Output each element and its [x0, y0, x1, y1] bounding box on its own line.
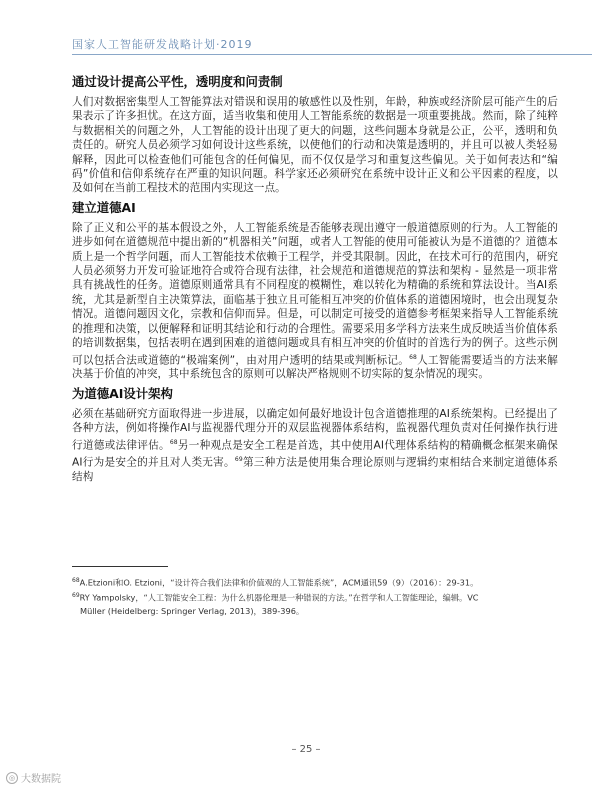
footnote-ref-69[interactable]: 69 — [234, 455, 243, 463]
footnote-69-text: RY Yampolsky，“人工智能安全工程：为什么机器伦理是一种错误的方法。”在哲学和人工智能理论，编辑。VC — [79, 592, 479, 603]
watermark-text: 大数据院 — [21, 774, 61, 785]
footnote-68-num: 68 — [72, 577, 80, 584]
paragraph-architecture — [72, 407, 558, 484]
footnote-ref-68b[interactable]: 68 — [169, 438, 178, 446]
watermark — [6, 770, 61, 785]
paragraph-fairness: 人们对数据密集型人工智能算法对错误和误用的敏感性以及性别，年龄，种族或经济阶层可能产生的后果表示了许多担忧。在这方面，适当收集和使用人工智能系统的数据是一项重要挑战。然而，除了纯粹与数据相关的问题之外，人工智能的设计出现了更大的问题，这些问题本身就是公正，公平，透明和负责任的。研究人员必须学习如何设计这些系统，以使他们的行动和决策是透明的，并且可以被人类轻易解释，因此可以检查他们可能包含的任何偏见，而不仅仅是学习和重复这些偏见。关于如何表达和“编码”价值和信仰系统存在严重的知识问题。科学家还必须研究在系统中设计正义和公平因素的程度，以及如何在当前工程技术的范围内实现这一点。 — [72, 96, 558, 195]
footnote-68 — [72, 575, 572, 589]
paragraph-architecture-part-c: 第三种方法是使用集合理论原则与逻辑约束相结合来制定道德体系结构 — [72, 456, 558, 483]
paragraph-ethical-ai-tail: 人工智能需要适当的方法来解决基于价值的冲突，其中系统包含的原则可以解决严格规则不切实际的复杂情况的现实。 — [72, 354, 558, 381]
footnote-68-text: A.Etzioni和O. Etzioni，“设计符合我们法律和价值观的人工智能系统”，ACM通讯59（9）（2016）：29-31。 — [79, 577, 479, 588]
section-heading-architecture: 为道德AI设计架构 — [72, 385, 173, 401]
paragraph-ethical-ai — [72, 221, 558, 382]
section-heading-ethical-ai: 建立道德AI — [72, 199, 136, 215]
page-number: – 25 – — [291, 744, 321, 755]
section-heading-fairness: 通过设计提高公平性，透明度和问责制 — [72, 74, 283, 89]
paragraph-ethical-ai-main: 除了正义和公平的基本假设之外，人工智能系统是否能够表现出遵守一般道德原则的行为。人工智能的进步如何在道德规范中提出新的“机器相关”问题，或者人工智能的使用可能被认为是不道德的？道德本质上是一个哲学问题，而人工智能技术依赖于工程学，并受其限制。因此，在技术可行的范围内，研究人员必须努力开发可验证地符合或符合现有法律，社会规范和道德规范的算法和架构 - 显然是一项非常具有挑战性的任务。道德原则通常具有不同程度的模糊性，难以转化为精确的系统和算法设计。当AI系统，尤其是新型自主决策算法，面临基于独立且可能相互冲突的价值体系的道德困境时，也会出现复杂情况。道德问题因文化，宗教和信仰而异。但是，可以制定可接受的道德参考框架来指导人工智能系统的推理和决策，以便解释和证明其结论和行动的合理性。需要采用多学科方法来生成反映适当价值体系的培训数据集，包括表明在遇到困难的道德问题或具有相互冲突的价值时的首选行为的例子。这些示例可以包括合法或道德的“极端案例”，由对用户透明的结果或判断标记。 — [72, 221, 558, 367]
footnote-69-continuation: Müller (Heidelberg: Springer Verlag, 2013)，389-396。 — [80, 606, 305, 617]
footnote-69-num: 69 — [72, 592, 80, 600]
footnotes — [72, 575, 572, 619]
footnote-divider — [72, 566, 168, 567]
main-content — [72, 74, 558, 488]
footnote-69 — [72, 590, 572, 604]
paragraph-architecture-part-b: 另一种观点是安全工程是首选，其中使用AI代理体系结构的精确概念框架来确保AI行为是安全的并且对人类无害。 — [72, 439, 558, 469]
paragraph-architecture-part-a: 必须在基础研究方面取得进一步进展，以确定如何最好地设计包含道德推理的AI系统架构。已经提出了各种方法，例如将操作AI与监视器代理分开的双层监视器体系结构，监视器代理负责对任何操作执行进行道德或法律评估。 — [72, 407, 558, 452]
footnote-ref-68[interactable]: 68 — [409, 353, 417, 361]
running-header — [72, 36, 592, 55]
header-title: 国家人工智能研发战略计划·2019 — [72, 38, 253, 51]
weibo-logo-icon: ◎ — [6, 772, 18, 784]
